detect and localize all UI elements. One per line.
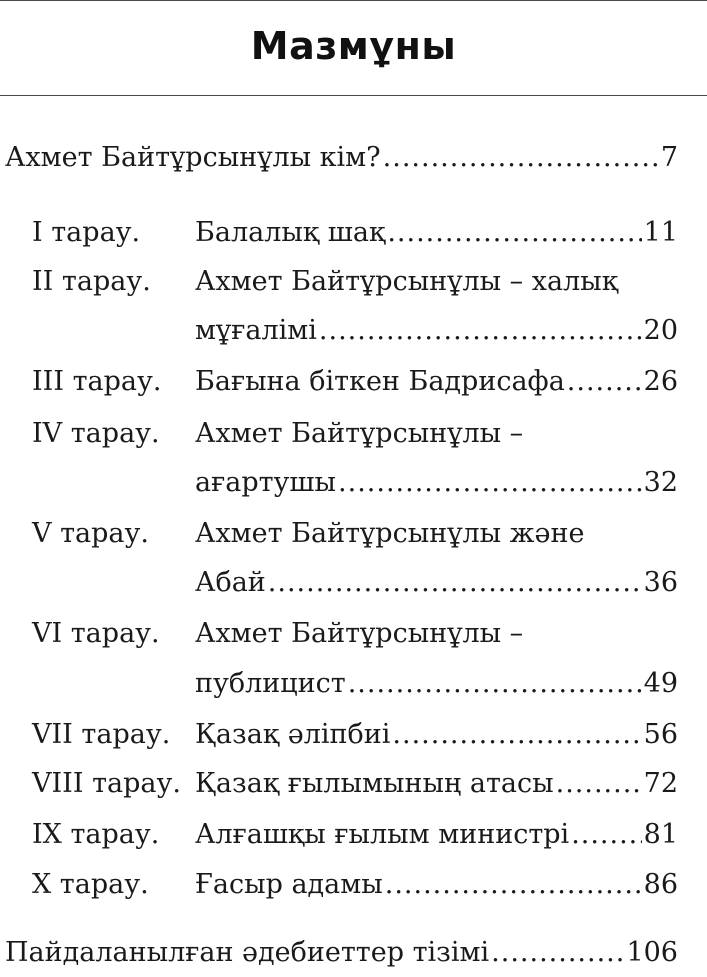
toc-entry-chapter[interactable] xyxy=(195,664,678,704)
toc-entry-title-line[interactable]: Ахмет Байтұрсынұлы – xyxy=(195,618,524,649)
toc-entry-title: Балалық шақ xyxy=(195,217,386,248)
toc-page-number: 81 xyxy=(643,819,678,850)
dot-leader xyxy=(268,563,642,603)
chapter-label: VI тарау. xyxy=(32,618,160,649)
toc-entry-title: Абай xyxy=(195,567,266,598)
toc-entry-chapter[interactable] xyxy=(195,715,678,755)
toc-entry-chapter[interactable] xyxy=(195,815,678,855)
chapter-label: III тарау. xyxy=(32,366,162,397)
dot-leader xyxy=(387,213,641,253)
toc-entry-bibliography[interactable] xyxy=(5,933,678,973)
top-rule xyxy=(0,0,707,1)
toc-entry-title: Ахмет Байтұрсынұлы кім? xyxy=(5,142,381,173)
toc-entry-title: публицист xyxy=(195,668,346,699)
toc-entry-chapter[interactable] xyxy=(195,865,678,905)
chapter-label: VIII тарау. xyxy=(32,768,181,799)
toc-page-number: 49 xyxy=(643,668,678,699)
dot-leader xyxy=(392,715,641,755)
chapter-label: I тарау. xyxy=(32,217,141,248)
toc-entry-title: Бағына біткен Бадрисафа xyxy=(195,366,565,397)
toc-entry-chapter[interactable] xyxy=(195,563,678,603)
toc-entry-chapter[interactable] xyxy=(195,213,678,253)
toc-entry-title: Қазақ әліпбиі xyxy=(195,719,391,750)
toc-entry-title: Пайдаланылған әдебиеттер тізімі xyxy=(5,937,490,968)
toc-entry-title: мұғалімі xyxy=(195,315,317,346)
chapter-label: IV тарау. xyxy=(32,418,160,449)
dot-leader xyxy=(556,764,642,804)
toc-page-number: 26 xyxy=(643,366,678,397)
dot-leader xyxy=(385,865,642,905)
toc-entry-title-line[interactable]: Ахмет Байтұрсынұлы – халық xyxy=(195,266,619,297)
dot-leader xyxy=(491,933,624,973)
toc-entry-title-line[interactable]: Ахмет Байтұрсынұлы – xyxy=(195,418,524,449)
toc-entry-intro[interactable] xyxy=(5,138,678,178)
toc-page-number: 86 xyxy=(643,869,678,900)
chapter-label: X тарау. xyxy=(32,869,149,900)
dot-leader xyxy=(338,463,642,503)
chapter-label: II тарау. xyxy=(32,266,151,297)
dot-leader xyxy=(319,311,642,351)
toc-entry-title: ағартушы xyxy=(195,467,337,498)
toc-entry-chapter[interactable] xyxy=(195,764,678,804)
toc-entry-chapter[interactable] xyxy=(195,463,678,503)
toc-page-number: 106 xyxy=(626,937,678,968)
toc-page-number: 56 xyxy=(643,719,678,750)
toc-entry-title-line[interactable]: Ахмет Байтұрсынұлы және xyxy=(195,518,585,549)
toc-page-number: 11 xyxy=(643,217,678,248)
toc-entry-chapter[interactable] xyxy=(195,311,678,351)
chapter-label: VII тарау. xyxy=(32,719,171,750)
page-title: Мазмұны xyxy=(250,24,457,68)
toc-entry-title: Алғашқы ғылым министрі xyxy=(195,819,570,850)
dot-leader xyxy=(383,138,659,178)
toc-entry-title: Ғасыр адамы xyxy=(195,869,383,900)
chapter-label: IX тарау. xyxy=(32,819,160,850)
chapter-label: V тарау. xyxy=(32,518,149,549)
dot-leader xyxy=(567,362,642,402)
toc-page-number: 7 xyxy=(660,142,678,173)
toc-entry-chapter[interactable] xyxy=(195,362,678,402)
dot-leader xyxy=(348,664,642,704)
title-divider xyxy=(0,95,707,96)
toc-page-number: 36 xyxy=(643,567,678,598)
toc-page-number: 20 xyxy=(643,315,678,346)
toc-page-number: 72 xyxy=(643,768,678,799)
toc-page-number: 32 xyxy=(643,467,678,498)
toc-entry-title: Қазақ ғылымының атасы xyxy=(195,768,554,799)
dot-leader xyxy=(571,815,641,855)
